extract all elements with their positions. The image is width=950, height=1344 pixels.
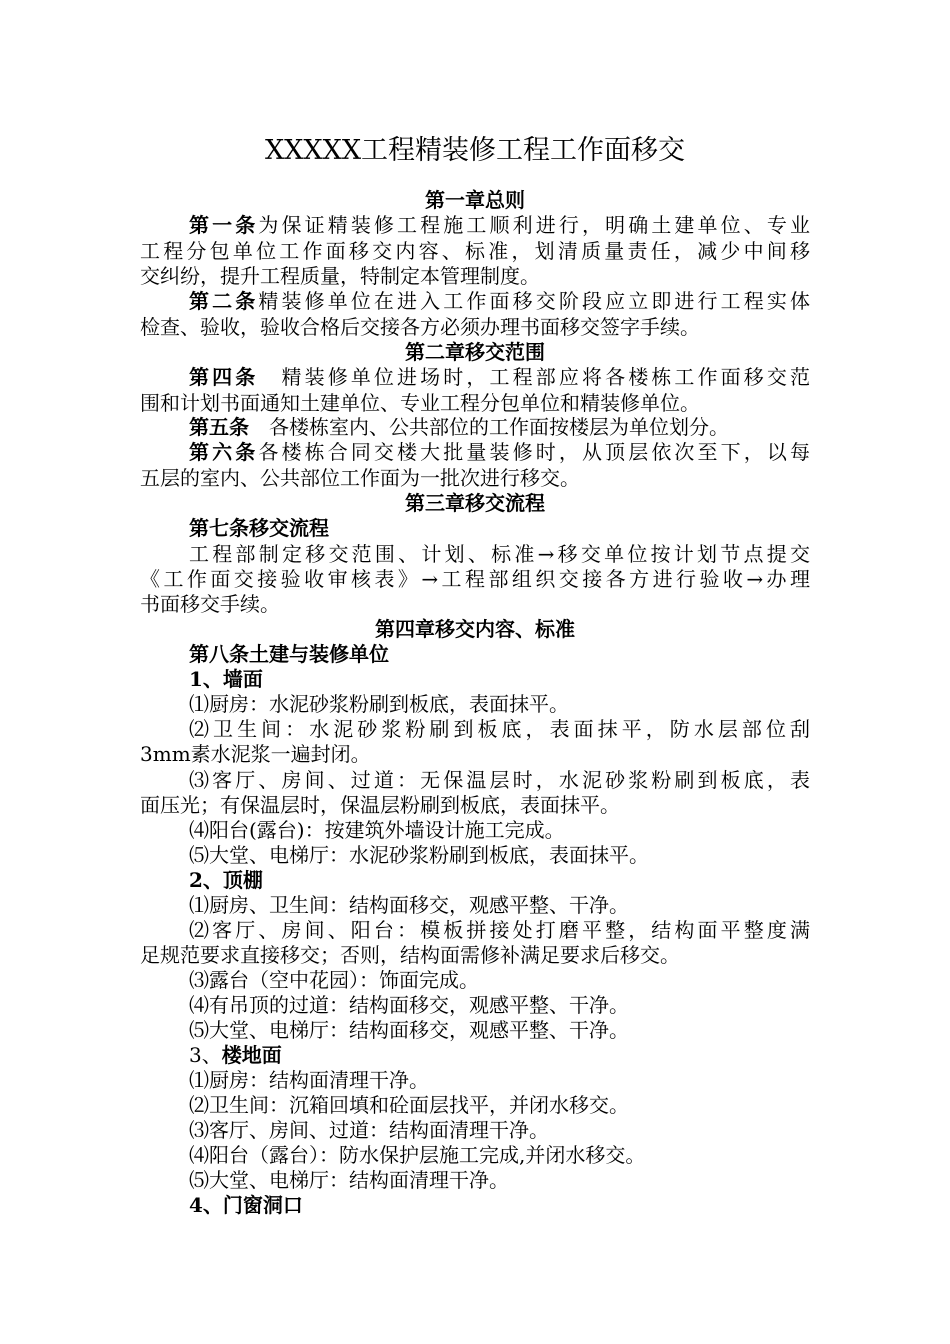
section-floor-heading bbox=[189, 1042, 810, 1068]
article-5-text: 各楼栋室内、公共部位的工作面按楼层为单位划分。 bbox=[249, 415, 729, 439]
wall-item-5: ⑸大堂、电梯厅：水泥砂浆粉刷到板底，表面抹平。 bbox=[189, 843, 649, 867]
article-6-label: 第六条 bbox=[189, 440, 259, 464]
floor-item-4: ⑷阳台（露台）：防水保护层施工完成,并闭水移交。 bbox=[189, 1143, 646, 1167]
article-7-line-2: 《工作面交接验收审核表》→工程部组织交接各方进行验收→办理 bbox=[140, 567, 810, 591]
article-2-label: 第二条 bbox=[189, 289, 259, 313]
floor-item-1: ⑴厨房：结构面清理干净。 bbox=[189, 1068, 429, 1092]
floor-item-2: ⑵卫生间：沉箱回填和砼面层找平，并闭水移交。 bbox=[189, 1093, 629, 1117]
wall-item-4: ⑷阳台(露台)：按建筑外墙设计施工完成。 bbox=[189, 818, 565, 842]
wall-item-2-line-2: 3mm素水泥浆一遍封闭。 bbox=[140, 742, 371, 766]
article-7-line-3: 书面移交手续。 bbox=[140, 592, 280, 616]
wall-item-1: ⑴厨房：水泥砂浆粉刷到板底，表面抹平。 bbox=[189, 692, 569, 716]
article-6-text: 各楼栋合同交楼大批量装修时，从顶层依次至下，以每 bbox=[258, 440, 811, 464]
article-4-text: 精装修单位进场时，工程部应将各楼栋工作面移交范 bbox=[258, 365, 811, 389]
section-ceiling-heading: 2、顶棚 bbox=[189, 868, 263, 892]
article-2-line-2: 检查、验收，验收合格后交接各方必须办理书面移交签字手续。 bbox=[140, 315, 700, 339]
article-7-heading: 第七条移交流程 bbox=[189, 516, 329, 540]
article-2-text: 精装修单位在进入工作面移交阶段应立即进行工程实体 bbox=[258, 289, 811, 313]
article-1-label: 第一条 bbox=[189, 213, 259, 237]
article-5-label: 第五条 bbox=[189, 415, 249, 439]
ceiling-item-2-line-2: 足规范要求直接移交；否则，结构面需修补满足要求后移交。 bbox=[140, 943, 680, 967]
article-2-line-1 bbox=[189, 288, 810, 314]
ceiling-item-4: ⑷有吊顶的过道：结构面移交，观感平整、干净。 bbox=[189, 993, 629, 1017]
section-floor-number: 3、 bbox=[189, 1043, 222, 1067]
article-1-text: 为保证精装修工程施工顺利进行，明确土建单位、专业 bbox=[258, 213, 811, 237]
section-door-window-heading: 4、门窗洞口 bbox=[189, 1193, 303, 1217]
wall-item-2-line-1: ⑵卫生间：水泥砂浆粉刷到板底，表面抹平，防水层部位刮 bbox=[189, 717, 810, 741]
article-6-line-1 bbox=[189, 439, 810, 465]
article-8-heading: 第八条土建与装修单位 bbox=[189, 642, 389, 666]
ceiling-item-3: ⑶露台（空中花园）：饰面完成。 bbox=[189, 968, 479, 992]
article-7-line-1: 工程部制定移交范围、计划、标准→移交单位按计划节点提交 bbox=[189, 542, 810, 566]
chapter-1-heading: 第一章总则 bbox=[425, 188, 525, 212]
article-6-line-2: 五层的室内、公共部位工作面为一批次进行移交。 bbox=[140, 466, 580, 490]
ceiling-item-2-line-1: ⑵客厅、房间、阳台：模板拼接处打磨平整，结构面平整度满 bbox=[189, 918, 810, 942]
article-4-line-2: 围和计划书面通知土建单位、专业工程分包单位和精装修单位。 bbox=[140, 391, 700, 415]
ceiling-item-5: ⑸大堂、电梯厅：结构面移交，观感平整、干净。 bbox=[189, 1018, 629, 1042]
section-wall-heading: 1、墙面 bbox=[189, 667, 263, 691]
chapter-3-heading: 第三章移交流程 bbox=[405, 491, 545, 515]
article-1-line-3: 交纠纷，提升工程质量，特制定本管理制度。 bbox=[140, 264, 540, 288]
article-4-line-1 bbox=[189, 364, 810, 390]
floor-item-5: ⑸大堂、电梯厅：结构面清理干净。 bbox=[189, 1168, 509, 1192]
chapter-2-heading: 第二章移交范围 bbox=[405, 340, 545, 364]
ceiling-item-1: ⑴厨房、卫生间：结构面移交，观感平整、干净。 bbox=[189, 893, 629, 917]
article-4-label: 第四条 bbox=[189, 365, 259, 389]
wall-item-3-line-2: 面压光；有保温层时，保温层粉刷到板底，表面抹平。 bbox=[140, 793, 620, 817]
document-title: XXXXX工程精装修工程工作面移交 bbox=[264, 135, 686, 166]
article-1-line-1 bbox=[189, 212, 810, 238]
chapter-4-heading: 第四章移交内容、标准 bbox=[375, 617, 575, 641]
article-5-line-1 bbox=[189, 414, 810, 440]
floor-item-3: ⑶客厅、房间、过道：结构面清理干净。 bbox=[189, 1118, 549, 1142]
wall-item-3-line-1: ⑶客厅、房间、过道：无保温层时，水泥砂浆粉刷到板底，表 bbox=[189, 768, 810, 792]
article-1-line-2: 工程分包单位工作面移交内容、标准，划清质量责任，减少中间移 bbox=[140, 239, 810, 263]
section-floor-title: 楼地面 bbox=[221, 1043, 282, 1067]
